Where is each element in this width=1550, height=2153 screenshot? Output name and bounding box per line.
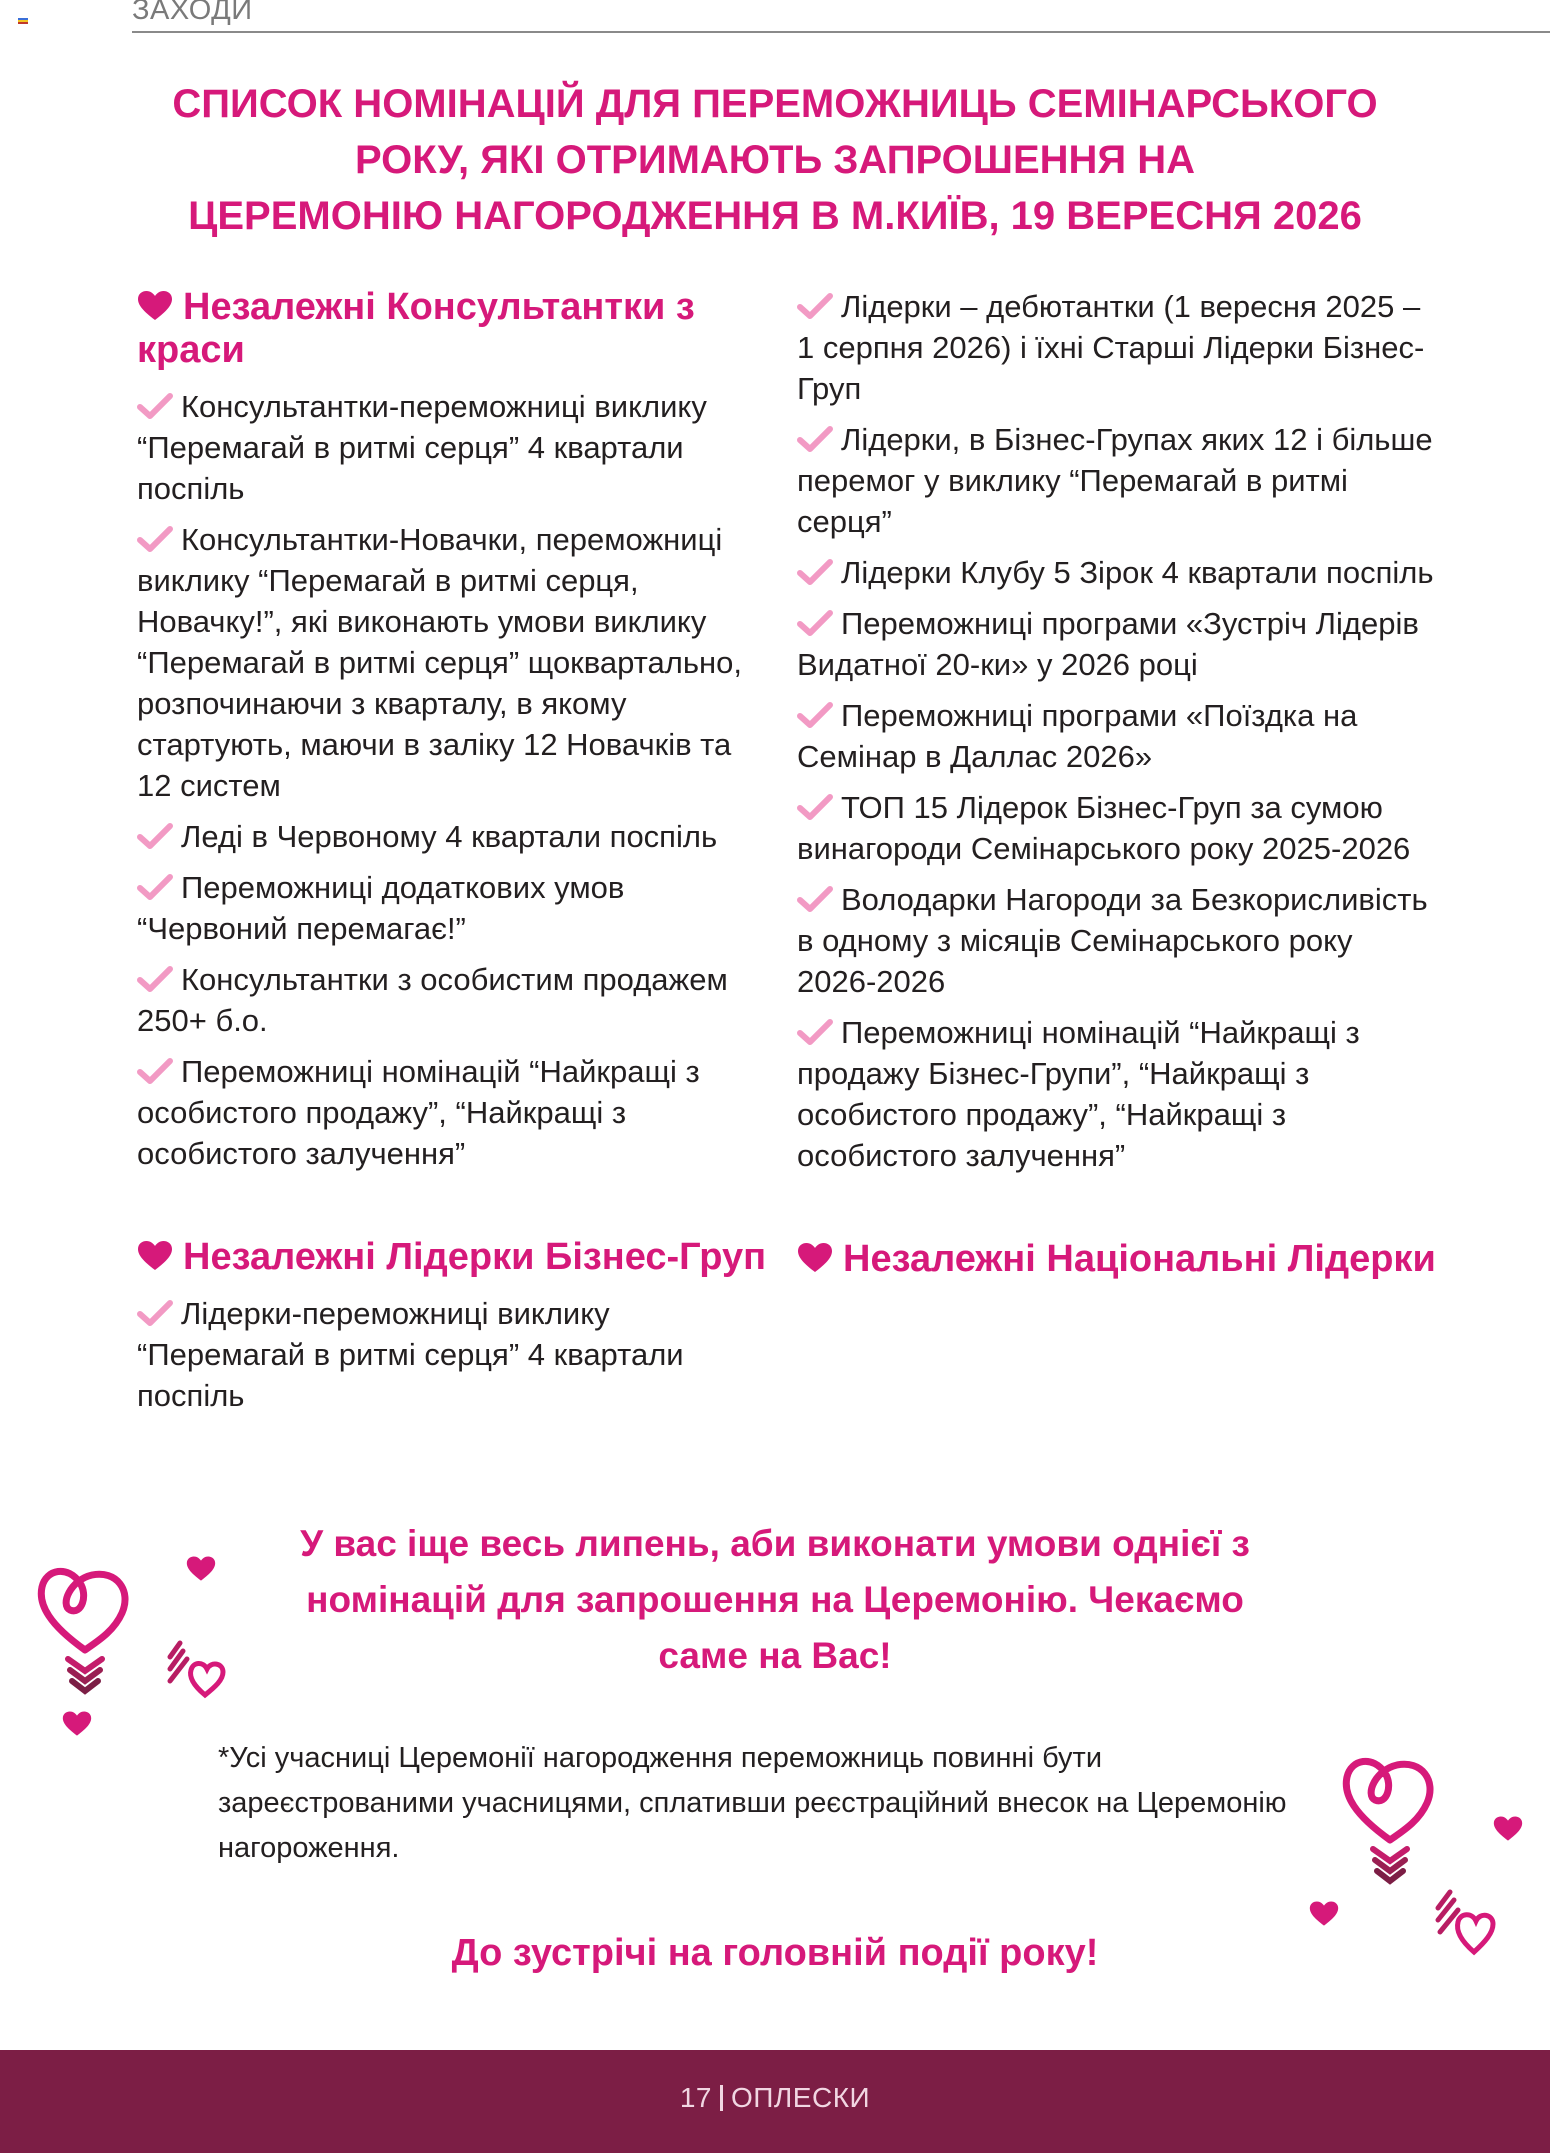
heart-icon	[186, 1555, 216, 1583]
list-item	[137, 816, 767, 857]
check-icon	[797, 609, 833, 637]
heading-text: Незалежні Консультантки з краси	[137, 286, 695, 371]
page-number: 17	[679, 2082, 713, 2113]
heart-icon	[62, 1710, 92, 1738]
check-icon	[797, 292, 833, 320]
call-to-action	[200, 1516, 1350, 1684]
section-spacer	[137, 1184, 767, 1236]
title-line: РОКУ, ЯКІ ОТРИМАЮТЬ ЗАПРОШЕННЯ НА	[354, 138, 1196, 182]
heart-icon	[797, 1242, 833, 1274]
heart-icon	[137, 1240, 173, 1272]
list-item	[797, 419, 1437, 542]
page-title	[100, 76, 1450, 244]
item-text: Переможниці програми «Зустріч Лідерів Видатної 20-ки» у 2026 році	[797, 606, 1419, 682]
item-text: ТОП 15 Лідерок Бізнес-Груп за сумою винагороди Семінарського року 2025-2026	[797, 790, 1411, 866]
right-column	[797, 286, 1437, 1295]
heart-icon	[1493, 1815, 1523, 1843]
section-spacer	[797, 1186, 1437, 1238]
item-text: Консультантки з особистим продажем 250+ б.о.	[137, 962, 728, 1038]
cta-line: номінацій для запрошення на Церемонію. Чекаємо	[306, 1579, 1244, 1620]
magazine-name: ОПЛЕСКИ	[731, 2082, 871, 2113]
item-text: Лідерки, в Бізнес-Групах яких 12 і більше перемог у виклику “Перемагай в ритмі серця”	[797, 422, 1433, 539]
list-item	[137, 519, 767, 806]
list-item	[137, 386, 767, 509]
check-icon	[137, 392, 173, 420]
check-icon	[137, 873, 173, 901]
title-line: СПИСОК НОМІНАЦІЙ ДЛЯ ПЕРЕМОЖНИЦЬ СЕМІНАРСЬКОГО	[172, 82, 1378, 126]
section-heading-consultants	[137, 286, 767, 372]
title-line: ЦЕРЕМОНІЮ НАГОРОДЖЕННЯ В М.КИЇВ, 19 ВЕРЕСНЯ 2026	[188, 194, 1362, 238]
cta-line: У вас іще весь липень, аби виконати умови однієї з	[300, 1523, 1250, 1564]
footnote: *Усі учасниці Церемонії нагородження переможниць повинні бути зареєстрованими учасницями, сплативши реєстраційний внесок на Церемонію нагороження.	[218, 1742, 1287, 1864]
header-rule	[132, 31, 1550, 33]
top-bar	[0, 0, 1550, 32]
cta-line: саме на Вас!	[658, 1635, 892, 1676]
list-item	[137, 1293, 767, 1416]
check-icon	[797, 701, 833, 729]
item-text: Консультантки-Новачки, переможниці виклику “Перемагай в ритмі серця, Новачку!”, які виконають умови виклику “Перемагай в ритмі серця” щоквартально, розпочинаючи з кварталу, в якому стартують, маючи в заліку 12 Новачків та 12 систем	[137, 522, 742, 803]
closing-line: До зустрічі на головній події року!	[451, 1932, 1099, 1974]
item-text: Лідерки Клубу 5 Зірок 4 квартали поспіль	[841, 555, 1434, 590]
list-item	[137, 867, 767, 949]
heart-icon	[1309, 1900, 1339, 1928]
list-item	[797, 603, 1437, 685]
check-icon	[137, 822, 173, 850]
section-heading-national	[797, 1238, 1437, 1281]
list-item	[137, 1051, 767, 1174]
check-icon	[137, 965, 173, 993]
item-text: Переможниці номінацій “Найкращі з продажу Бізнес-Групи”, “Найкращі з особистого продажу”, “Найкращі з особистого залучення”	[797, 1015, 1360, 1173]
item-text: Леді в Червоному 4 квартали поспіль	[181, 819, 718, 854]
item-text: Переможниці номінацій “Найкращі з особистого продажу”, “Найкращі з особистого залучення”	[137, 1054, 700, 1171]
list-item	[797, 879, 1437, 1002]
footer-divider	[720, 2085, 723, 2111]
check-icon	[137, 1057, 173, 1085]
section-label: ЗАХОДИ	[132, 0, 253, 26]
check-icon	[797, 885, 833, 913]
section-heading-leaders	[137, 1236, 767, 1279]
left-column	[137, 286, 767, 1426]
check-icon	[137, 525, 173, 553]
list-item	[137, 959, 767, 1041]
heart-icon	[137, 290, 173, 322]
check-icon	[797, 425, 833, 453]
check-icon	[137, 1299, 173, 1327]
check-icon	[797, 1018, 833, 1046]
footer-text	[0, 2082, 1550, 2114]
item-text: Лідерки-переможниці виклику “Перемагай в ритмі серця” 4 квартали поспіль	[137, 1296, 684, 1413]
list-item	[797, 552, 1437, 593]
list-item	[797, 695, 1437, 777]
list-item	[797, 787, 1437, 869]
item-text: Лідерки – дебютантки (1 вересня 2025 – 1 серпня 2026) і їхні Старші Лідерки Бізнес-Груп	[797, 289, 1425, 406]
heart-doodle-icon	[1430, 1880, 1510, 1960]
list-item	[797, 286, 1437, 409]
heart-doodle-icon	[30, 1555, 140, 1695]
heading-text: Незалежні Лідерки Бізнес-Груп	[183, 1236, 767, 1278]
flag-mark-icon	[18, 18, 28, 24]
check-icon	[797, 793, 833, 821]
item-text: Володарки Нагороди за Безкорисливість в одному з місяців Семінарського року 2026-2026	[797, 882, 1428, 999]
heart-doodle-icon	[1335, 1745, 1445, 1885]
list-item	[797, 1012, 1437, 1176]
item-text: Переможниці додаткових умов “Червоний перемагає!”	[137, 870, 625, 946]
item-text: Переможниці програми «Поїздка на Семінар в Даллас 2026»	[797, 698, 1358, 774]
heading-text: Незалежні Національні Лідерки	[843, 1238, 1436, 1280]
heart-doodle-icon	[165, 1635, 245, 1705]
item-text: Консультантки-переможниці виклику “Перемагай в ритмі серця” 4 квартали поспіль	[137, 389, 707, 506]
page-footer	[0, 2050, 1550, 2153]
check-icon	[797, 558, 833, 586]
